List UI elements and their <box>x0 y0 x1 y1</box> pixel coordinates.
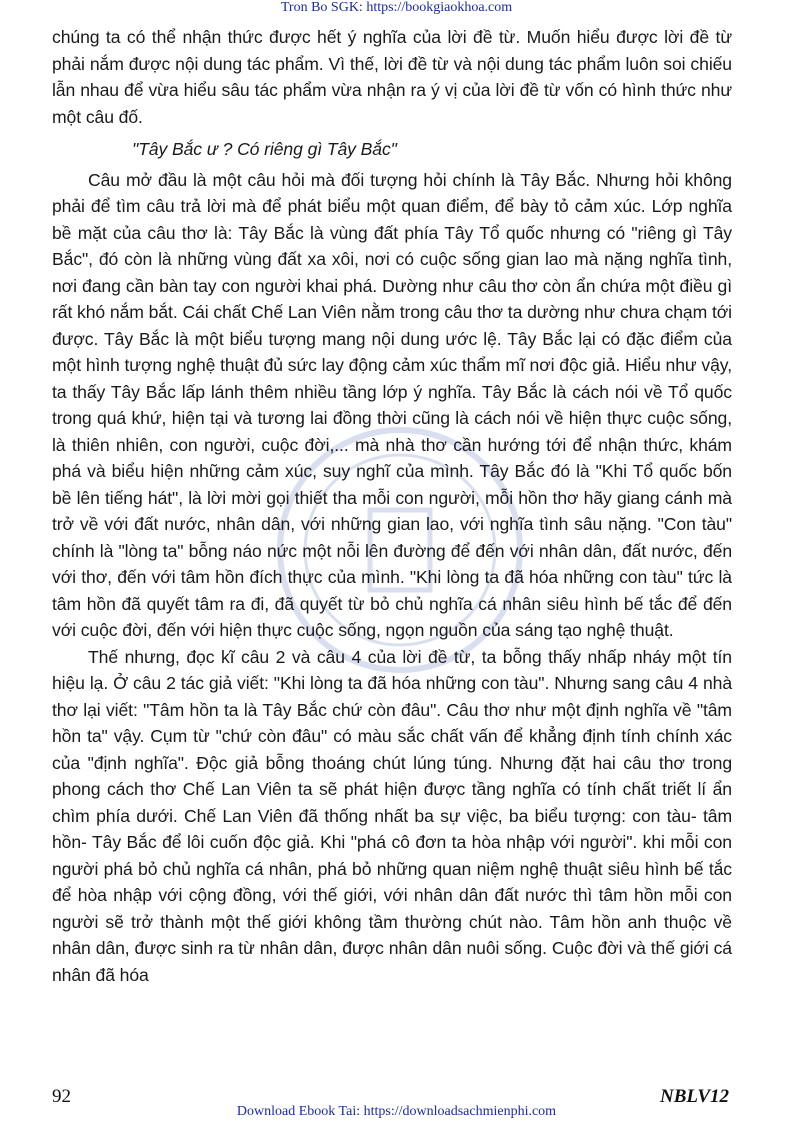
page-number: 92 <box>52 1086 71 1107</box>
paragraph-analysis-1: Câu mở đầu là một câu hỏi mà đối tượng hỏi chính là Tây Bắc. Nhưng hỏi không phải để tìm câu trả lời mà để phát biểu một quan điểm, để bày tỏ cảm xúc. Lớp nghĩa bề mặt của câu thơ là: Tây Bắc là vùng đất phía Tây Tổ quốc nhưng có "riêng gì Tây Bắc", đó còn là những vùng đất xa xôi, nơi có cuộc sống gian lao mà nặng nghĩa tình, nơi đang cần bàn tay con người khai phá. Dường như câu thơ còn ẩn chứa một điều gì rất khó nắm bắt. Cái chất Chế Lan Viên nằm trong câu thơ ta dường như chưa chạm tới được. Tây Bắc là một biểu tượng mang nội dung ước lệ. Tây Bắc lại có đặc điểm của một hình tượng nghệ thuật đủ sức lay động cảm xúc thẩm mĩ nơi độc giả. Hiểu như vậy, ta thấy Tây Bắc lấp lánh thêm nhiều tầng lớp ý nghĩa. Tây Bắc là cách nói về Tổ quốc trong quá khứ, hiện tại và tương lai đồng thời cũng là cách nói về hiện thực cuộc sống, là thiên nhiên, con người, cuộc đời,... mà nhà thơ cần hướng tới để nhận thức, khám phá và biểu hiện những cảm xúc, suy nghĩ của mình. Tây Bắc đó là "Khi Tổ quốc bốn bề lên tiếng hát", là lời mời gọi thiết tha mỗi con người, mỗi hồn thơ hãy giang cánh mà trở về với đất nước, nhân dân, với những gian lao, với nghĩa tình sâu nặng. "Con tàu" chính là "lòng ta" bỗng náo nức một nỗi lên đường để đến với nhân dân, đất nước, đến với thơ, đến với tâm hồn đích thực của mình. "Khi lòng ta đã hóa những con tàu" tức là tâm hồn đã quyết tâm ra đi, đã quyết từ bỏ chủ nghĩa cá nhân siêu hình bế tắc để đến với cuộc đời, đến với hiện thực cuộc sống, ngọn nguồn của sáng tạo nghệ thuật. <box>52 169 732 640</box>
quote-line: "Tây Bắc ư ? Có riêng gì Tây Bắc" <box>132 139 397 159</box>
page-content <box>52 24 732 988</box>
paragraph-intro: chúng ta có thể nhận thức được hết ý nghĩa của lời đề từ. Muốn hiểu được lời đề từ phải nắm được nội dung tác phẩm. Vì thế, lời đề từ và nội dung tác phẩm luôn soi chiếu lẫn nhau để vừa hiểu sâu tác phẩm vừa nhận ra ý vị của lời đề từ vốn có hình thức như một câu đố. <box>52 27 732 127</box>
paragraph-analysis-2: Thế nhưng, đọc kĩ câu 2 và câu 4 của lời đề từ, ta bỗng thấy nhấp nháy một tín hiệu lạ. Ở câu 2 tác giả viết: "Khi lòng ta đã hóa những con tàu". Nhưng sang câu 4 nhà thơ lại viết: "Tâm hồn ta là Tây Bắc chứ còn đâu". Câu thơ như một định nghĩa về "tâm hồn ta" vậy. Cụm từ "chứ còn đâu" có màu sắc chất vấn để khẳng định tính chính xác của "định nghĩa". Độc giả bỗng thoáng chút lúng túng. Nhưng đặt hai câu thơ trong phong cách thơ Chế Lan Viên ta sẽ phát hiện được tầng nghĩa có tính chất triết lí ẩn chìm phía dưới. Chế Lan Viên đã thống nhất ba sự việc, ba biểu tượng: con tàu- tâm hồn- Tây Bắc để lôi cuốn độc giả. Khi "phá cô đơn ta hòa nhập với người". khi mỗi con người phá bỏ chủ nghĩa cá nhân, phá bỏ những quan niệm nghệ thuật siêu hình bế tắc để hòa nhập với cộng đồng, với thế giới, với nhân dân đất nước thì tâm hồn mỗi con người sẽ trở thành một thế giới không tầm thường chút nào. Tâm hồn anh thuộc về nhân dân, được sinh ra từ nhân dân, được nhân dân nuôi sống. Cuộc đời và thế giới cá nhân đã hóa <box>52 646 732 985</box>
bottom-banner-link[interactable]: Download Ebook Tai: https://downloadsachmienphi.com <box>236 1104 557 1119</box>
top-banner-link[interactable]: Tron Bo SGK: https://bookgiaokhoa.com <box>280 0 513 15</box>
book-code: NBLV12 <box>660 1086 729 1107</box>
